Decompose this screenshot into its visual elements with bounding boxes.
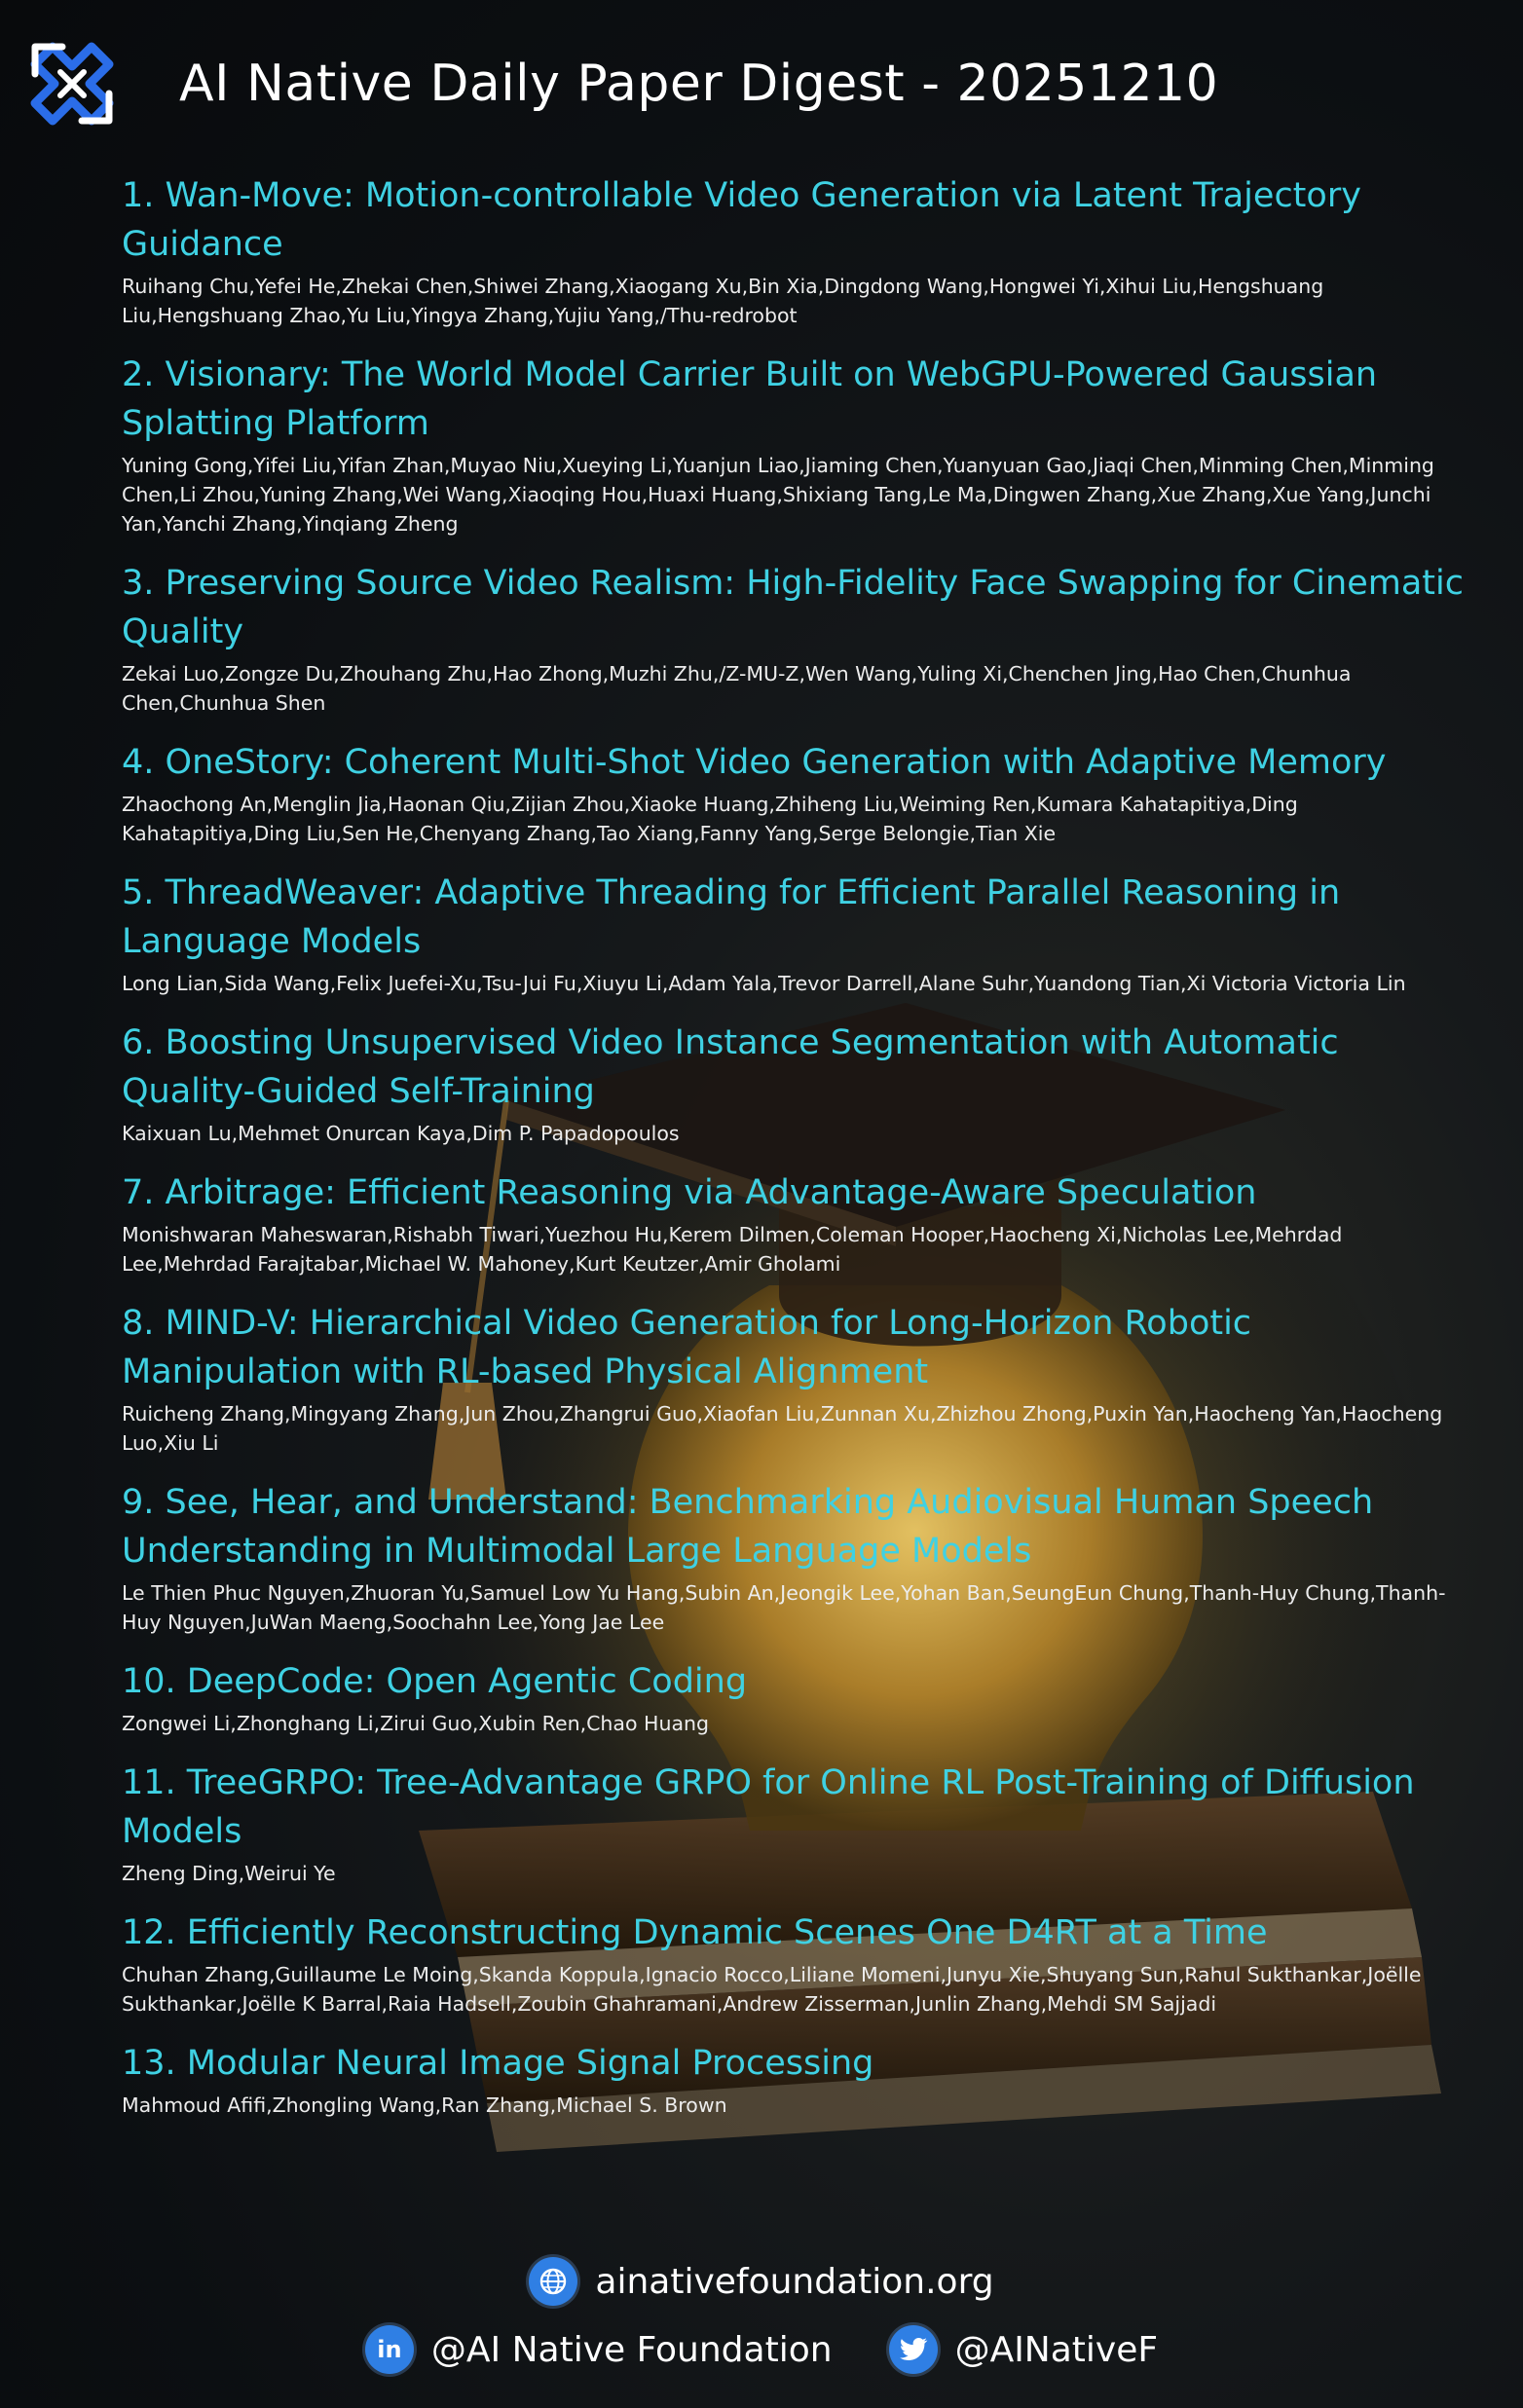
paper-authors: Zongwei Li,Zhonghang Li,Zirui Guo,Xubin Ren,Chao Huang xyxy=(122,1712,710,1735)
paper-list xyxy=(122,171,1470,2140)
paper-authors: Zhaochong An,Menglin Jia,Haonan Qiu,Zijian Zhou,Xiaoke Huang,Zhiheng Liu,Weiming Ren,Kumara Kahatapitiya,Ding Kahatapitiya,Ding Liu,Sen He,Chenyang Zhang,Tao Xiang,Fanny Yang,Serge Belongie,Tian Xie xyxy=(122,793,1298,845)
page-title: AI Native Daily Paper Digest - 20251210 xyxy=(179,55,1219,113)
paper-title[interactable]: 1. Wan-Move: Motion-controllable Video Generation via Latent Trajectory Guidance xyxy=(122,176,1361,264)
paper-title[interactable]: 11. TreeGRPO: Tree-Advantage GRPO for Online RL Post-Training of Diffusion Models xyxy=(122,1763,1415,1851)
footer xyxy=(0,2257,1523,2374)
globe-icon xyxy=(529,2257,577,2306)
twitter-icon xyxy=(889,2325,938,2374)
paper-title[interactable]: 9. See, Hear, and Understand: Benchmarking Audiovisual Human Speech Understanding in Multimodal Large Language Models xyxy=(122,1483,1374,1571)
twitter-handle[interactable]: @AINativeF xyxy=(954,2329,1159,2370)
paper-title[interactable]: 12. Efficiently Reconstructing Dynamic Scenes One D4RT at a Time xyxy=(122,1913,1268,1952)
paper-item xyxy=(122,1019,1470,1148)
paper-item xyxy=(122,869,1470,998)
paper-item xyxy=(122,1908,1470,2019)
paper-authors: Monishwaran Maheswaran,Rishabh Tiwari,Yuezhou Hu,Kerem Dilmen,Coleman Hooper,Haocheng Xi,Nicholas Lee,Mehrdad Lee,Mehrdad Farajtabar,Michael W. Mahoney,Kurt Keutzer,Amir Gholami xyxy=(122,1223,1343,1276)
paper-authors: Kaixuan Lu,Mehmet Onurcan Kaya,Dim P. Papadopoulos xyxy=(122,1122,680,1145)
paper-authors: Zekai Luo,Zongze Du,Zhouhang Zhu,Hao Zhong,Muzhi Zhu,/Z-MU-Z,Wen Wang,Yuling Xi,Chenchen Jing,Hao Chen,Chunhua Chen,Chunhua Shen xyxy=(122,662,1352,715)
paper-authors: Zheng Ding,Weirui Ye xyxy=(122,1862,336,1885)
linkedin-icon: in xyxy=(365,2325,414,2374)
paper-title[interactable]: 7. Arbitrage: Efficient Reasoning via Advantage-Aware Speculation xyxy=(122,1173,1257,1212)
paper-authors: Ruicheng Zhang,Mingyang Zhang,Jun Zhou,Zhangrui Guo,Xiaofan Liu,Zunnan Xu,Zhizhou Zhong,Puxin Yan,Haocheng Yan,Haocheng Luo,Xiu Li xyxy=(122,1402,1443,1455)
paper-item xyxy=(122,351,1470,538)
paper-authors: Long Lian,Sida Wang,Felix Juefei-Xu,Tsu-Jui Fu,Xiuyu Li,Adam Yala,Trevor Darrell,Alane Suhr,Yuandong Tian,Xi Victoria Victoria Lin xyxy=(122,972,1406,995)
paper-title[interactable]: 2. Visionary: The World Model Carrier Built on WebGPU-Powered Gaussian Splatting Platform xyxy=(122,355,1378,443)
paper-title[interactable]: 4. OneStory: Coherent Multi-Shot Video Generation with Adaptive Memory xyxy=(122,743,1387,782)
linkedin-handle[interactable]: @AI Native Foundation xyxy=(430,2329,833,2370)
logo-icon xyxy=(23,35,121,132)
paper-authors: Yuning Gong,Yifei Liu,Yifan Zhan,Muyao Niu,Xueying Li,Yuanjun Liao,Jiaming Chen,Yuanyuan Gao,Jiaqi Chen,Minming Chen,Minming Chen,Li Zhou,Yuning Zhang,Wei Wang,Xiaoqing Hou,Huaxi Huang,Shixiang Tang,Le Ma,Dingwen Zhang,Xue Zhang,Xue Yang,Junchi Yan,Yanchi Zhang,Yinqiang Zheng xyxy=(122,454,1434,536)
header xyxy=(23,35,1218,132)
paper-authors: Le Thien Phuc Nguyen,Zhuoran Yu,Samuel Low Yu Hang,Subin An,Jeongik Lee,Yohan Ban,SeungEun Chung,Thanh-Huy Chung,Thanh-Huy Nguyen,JuWan Maeng,Soochahn Lee,Yong Jae Lee xyxy=(122,1581,1446,1634)
paper-item xyxy=(122,1168,1470,1278)
paper-title[interactable]: 5. ThreadWeaver: Adaptive Threading for Efficient Parallel Reasoning in Language Models xyxy=(122,873,1341,961)
paper-item xyxy=(122,1657,1470,1738)
paper-title[interactable]: 13. Modular Neural Image Signal Processing xyxy=(122,2044,874,2083)
paper-title[interactable]: 6. Boosting Unsupervised Video Instance Segmentation with Automatic Quality-Guided Self-Training xyxy=(122,1023,1339,1111)
website-link[interactable]: ainativefoundation.org xyxy=(595,2261,994,2302)
paper-item xyxy=(122,559,1470,718)
paper-item xyxy=(122,2039,1470,2120)
paper-item xyxy=(122,1759,1470,1888)
paper-item xyxy=(122,1478,1470,1637)
paper-title[interactable]: 8. MIND-V: Hierarchical Video Generation for Long-Horizon Robotic Manipulation with RL-based Physical Alignment xyxy=(122,1304,1252,1391)
paper-authors: Mahmoud Afifi,Zhongling Wang,Ran Zhang,Michael S. Brown xyxy=(122,2093,727,2117)
paper-item xyxy=(122,738,1470,848)
paper-authors: Chuhan Zhang,Guillaume Le Moing,Skanda Koppula,Ignacio Rocco,Liliane Momeni,Junyu Xie,Shuyang Sun,Rahul Sukthankar,Joëlle Sukthankar,Joëlle K Barral,Raia Hadsell,Zoubin Ghahramani,Andrew Zisserman,Junlin Zhang,Mehdi SM Sajjadi xyxy=(122,1963,1422,2016)
paper-title[interactable]: 10. DeepCode: Open Agentic Coding xyxy=(122,1662,748,1701)
paper-item xyxy=(122,1299,1470,1458)
paper-authors: Ruihang Chu,Yefei He,Zhekai Chen,Shiwei Zhang,Xiaogang Xu,Bin Xia,Dingdong Wang,Hongwei Yi,Xihui Liu,Hengshuang Liu,Hengshuang Zhao,Yu Liu,Yingya Zhang,Yujiu Yang,/Thu-redrobot xyxy=(122,275,1324,327)
paper-title[interactable]: 3. Preserving Source Video Realism: High-Fidelity Face Swapping for Cinematic Quality xyxy=(122,564,1464,651)
paper-item xyxy=(122,171,1470,330)
